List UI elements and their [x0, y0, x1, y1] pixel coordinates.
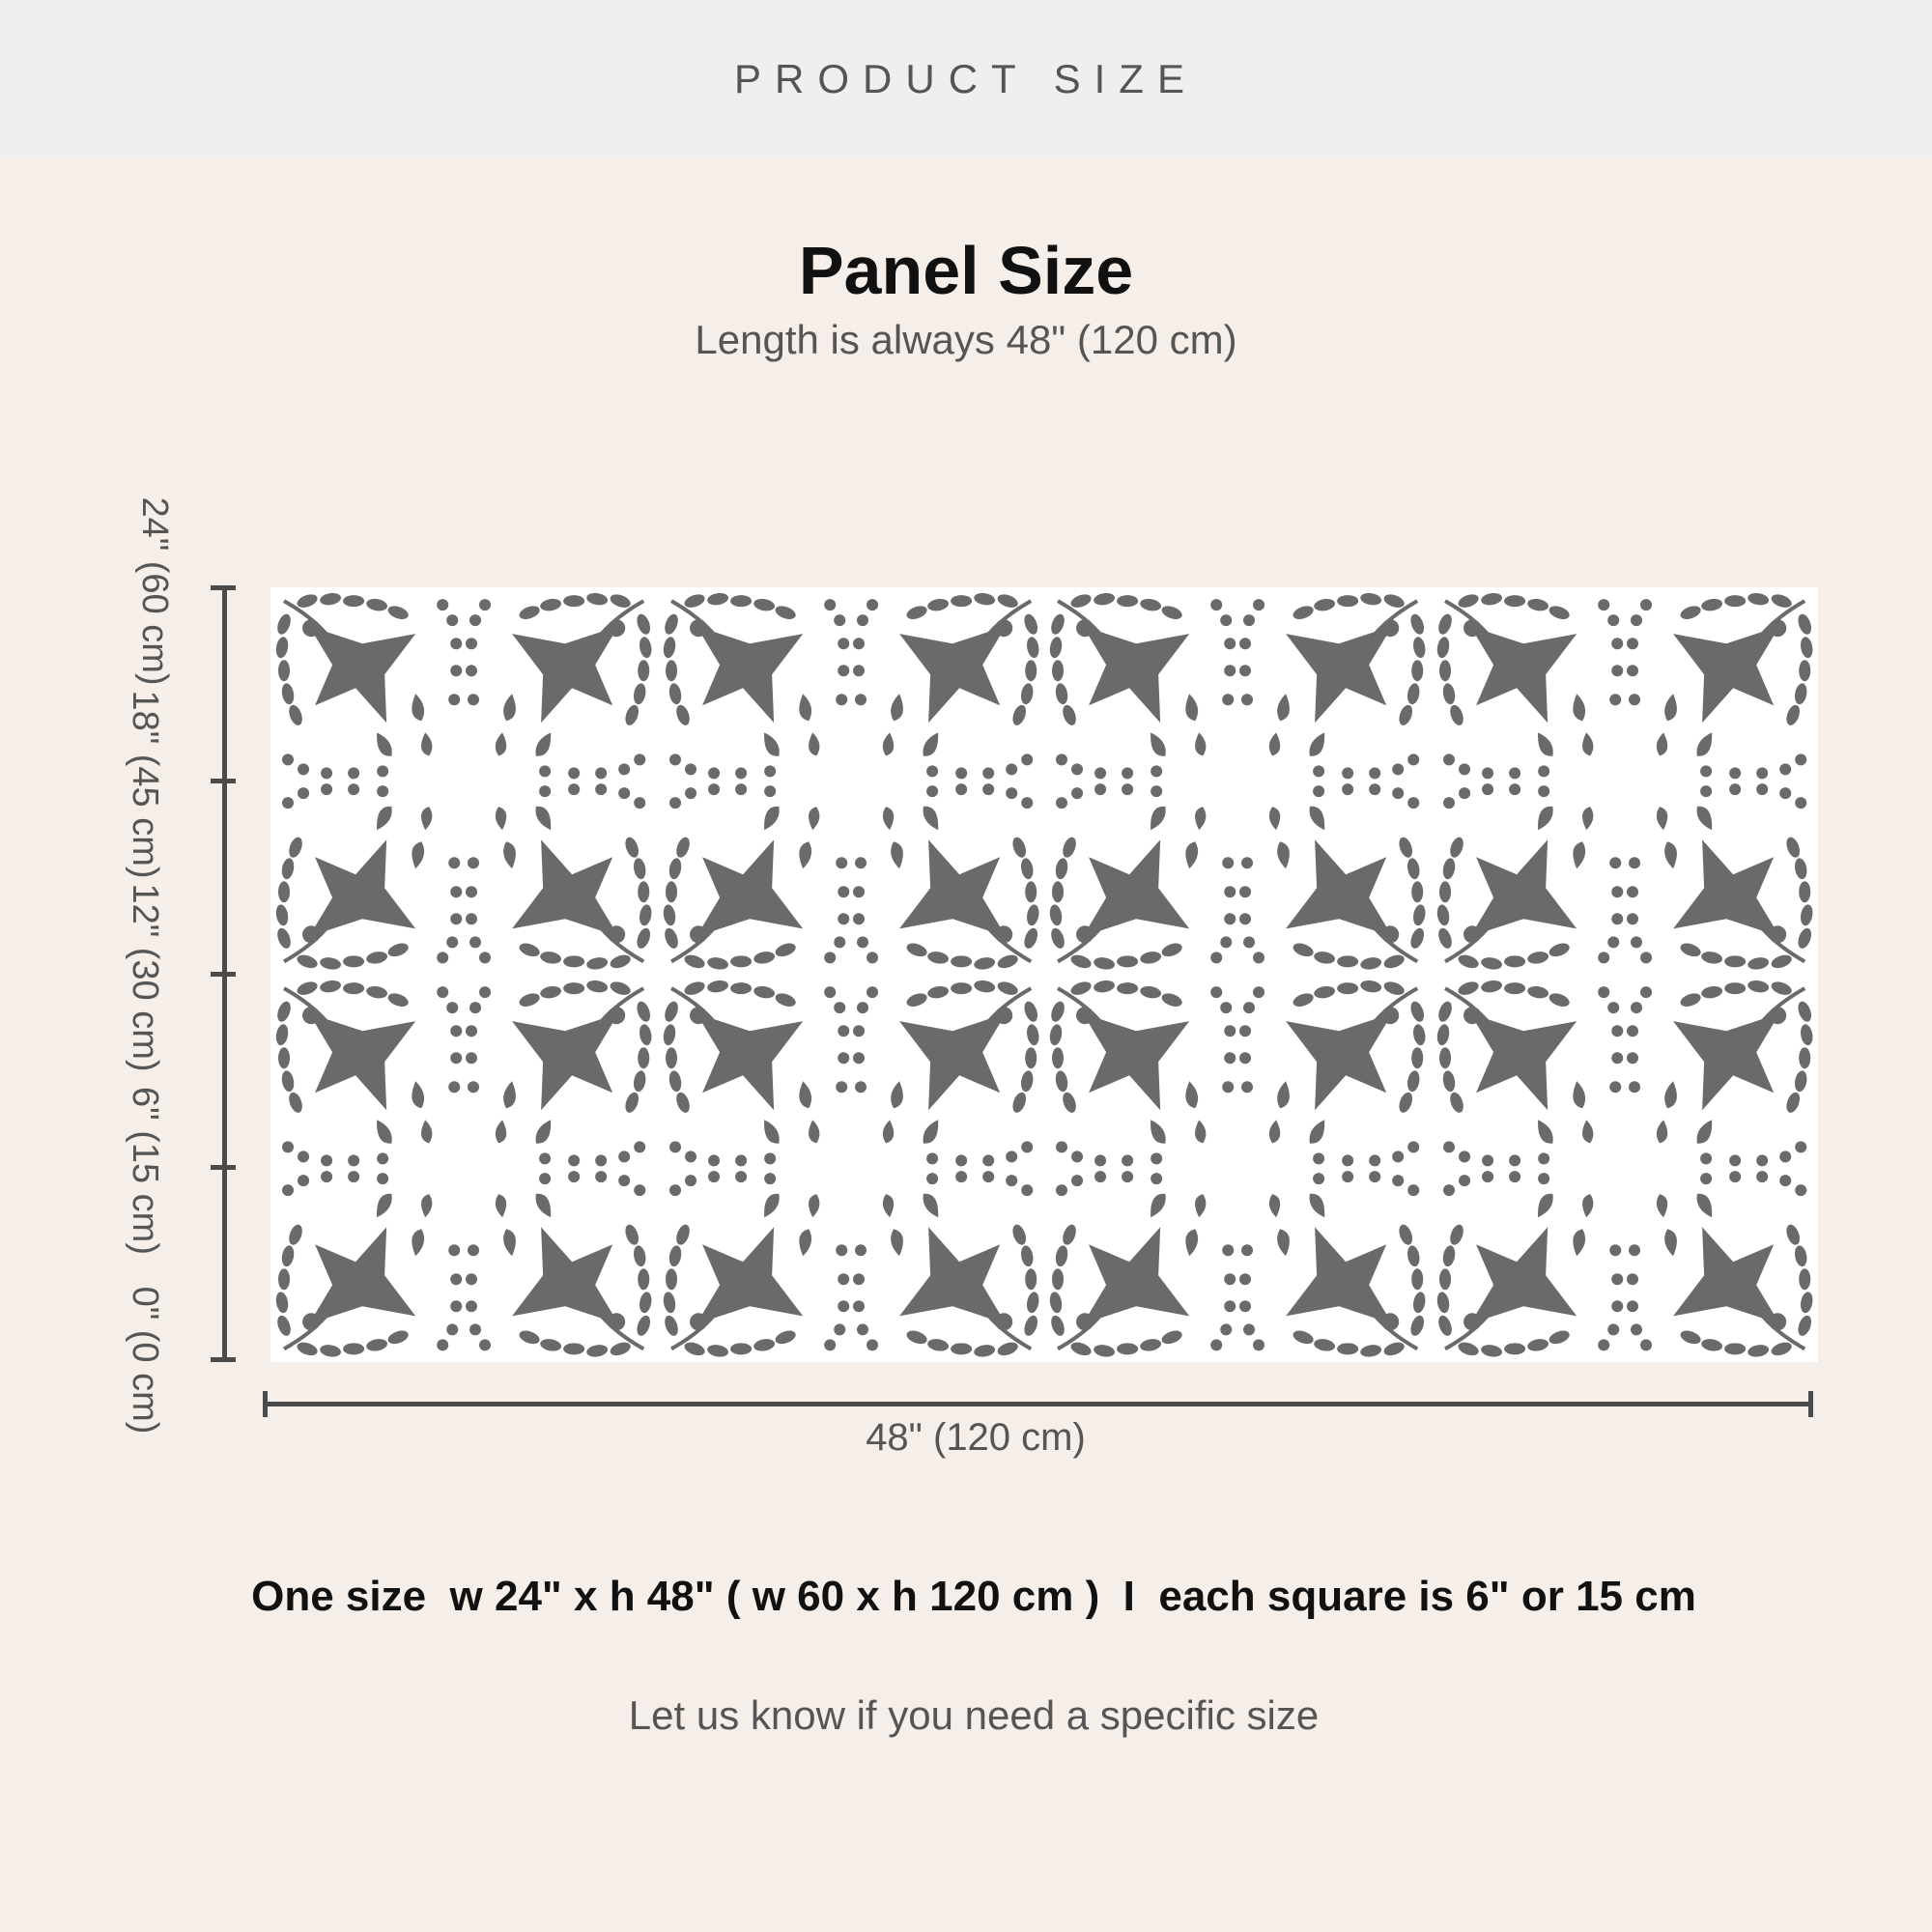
bird-leaf-motif-icon	[464, 587, 657, 781]
bird-leaf-motif-icon	[270, 1169, 464, 1363]
pattern-tile	[851, 781, 1044, 976]
pattern-tile	[1432, 587, 1625, 781]
cm-value: (30 cm)	[125, 947, 165, 1072]
vertical-axis-label-0	[122, 1206, 168, 1515]
pattern-tile	[464, 781, 657, 976]
inch-value: 24"	[134, 497, 175, 552]
vertical-axis-tick	[211, 972, 236, 977]
bird-leaf-motif-icon	[464, 1169, 657, 1363]
vertical-axis-tick	[211, 1357, 236, 1362]
pattern-tile	[851, 1169, 1044, 1363]
page-title: PRODUCT SIZE	[734, 56, 1198, 101]
cm-value: (45 cm)	[125, 753, 165, 879]
pattern-tile	[270, 781, 464, 976]
pattern-tile	[1237, 781, 1431, 976]
pattern-tile	[658, 1169, 851, 1363]
bird-leaf-motif-icon	[1237, 975, 1431, 1169]
pattern-tile	[270, 975, 464, 1169]
custom-size-note: Let us know if you need a specific size	[628, 1692, 1320, 1738]
pattern-tile	[1625, 1169, 1818, 1363]
panel-size-heading: Panel Size	[798, 233, 1134, 308]
bird-leaf-motif-icon	[658, 781, 851, 976]
bird-leaf-motif-icon	[658, 1169, 851, 1363]
pattern-tile	[1432, 1169, 1625, 1363]
bird-leaf-motif-icon	[464, 975, 657, 1169]
pattern-tile	[270, 587, 464, 781]
inch-value: 12"	[125, 883, 165, 938]
cm-value: (0 cm)	[125, 1329, 165, 1435]
pattern-tile	[658, 781, 851, 976]
pattern-tile	[851, 587, 1044, 781]
pattern-tile	[1237, 975, 1431, 1169]
pattern-tile	[464, 587, 657, 781]
cm-value: (60 cm)	[134, 560, 175, 686]
pattern-tile	[464, 975, 657, 1169]
vertical-axis-tick	[211, 1165, 236, 1170]
pattern-tile	[1237, 1169, 1431, 1363]
bird-leaf-motif-icon	[1625, 587, 1818, 781]
inch-value: 6"	[125, 1087, 165, 1121]
bird-leaf-motif-icon	[851, 975, 1044, 1169]
bird-leaf-motif-icon	[658, 587, 851, 781]
bird-leaf-motif-icon	[1432, 587, 1625, 781]
pattern-tile	[1432, 975, 1625, 1169]
bird-leaf-motif-icon	[1044, 587, 1237, 781]
bird-leaf-motif-icon	[1044, 975, 1237, 1169]
pattern-tile	[1044, 975, 1237, 1169]
size-summary: One size w 24" x h 48" ( w 60 x h 120 cm ) I each square is 6" or 15 cm	[251, 1573, 1696, 1620]
tile-pattern-panel	[270, 587, 1818, 1362]
bird-leaf-motif-icon	[1237, 781, 1431, 976]
bird-leaf-motif-icon	[270, 975, 464, 1169]
bird-leaf-motif-icon	[464, 781, 657, 976]
bird-leaf-motif-icon	[658, 975, 851, 1169]
horizontal-axis-tick	[263, 1391, 268, 1417]
pattern-tile	[1625, 975, 1818, 1169]
cm-value: (15 cm)	[125, 1130, 165, 1255]
pattern-tile	[1044, 587, 1237, 781]
bird-leaf-motif-icon	[270, 587, 464, 781]
bird-leaf-motif-icon	[1044, 1169, 1237, 1363]
bird-leaf-motif-icon	[1044, 781, 1237, 976]
bird-leaf-motif-icon	[1237, 587, 1431, 781]
bird-leaf-motif-icon	[1625, 1169, 1818, 1363]
pattern-tile	[1237, 587, 1431, 781]
bird-leaf-motif-icon	[1432, 781, 1625, 976]
bird-leaf-motif-icon	[1625, 781, 1818, 976]
inch-value: 0"	[125, 1286, 165, 1321]
bird-leaf-motif-icon	[851, 1169, 1044, 1363]
pattern-tile	[658, 587, 851, 781]
horizontal-axis-line	[265, 1402, 1812, 1406]
pattern-tile	[270, 1169, 464, 1363]
pattern-tile	[851, 975, 1044, 1169]
vertical-axis-tick	[211, 585, 236, 590]
pattern-tile	[1044, 781, 1237, 976]
bird-leaf-motif-icon	[851, 781, 1044, 976]
bird-leaf-motif-icon	[270, 781, 464, 976]
pattern-tile	[1625, 781, 1818, 976]
panel-width-label: 48" (120 cm)	[866, 1416, 1086, 1459]
pattern-tile	[464, 1169, 657, 1363]
bird-leaf-motif-icon	[851, 587, 1044, 781]
pattern-tile	[1432, 781, 1625, 976]
bird-leaf-motif-icon	[1625, 975, 1818, 1169]
vertical-axis-tick	[211, 779, 236, 783]
horizontal-axis-tick	[1808, 1391, 1813, 1417]
bird-leaf-motif-icon	[1432, 975, 1625, 1169]
pattern-tile	[658, 975, 851, 1169]
pattern-tile	[1044, 1169, 1237, 1363]
inch-value: 18"	[125, 690, 165, 745]
bird-leaf-motif-icon	[1432, 1169, 1625, 1363]
pattern-tile	[1625, 587, 1818, 781]
panel-size-subtitle: Length is always 48" (120 cm)	[695, 317, 1237, 362]
bird-leaf-motif-icon	[1237, 1169, 1431, 1363]
